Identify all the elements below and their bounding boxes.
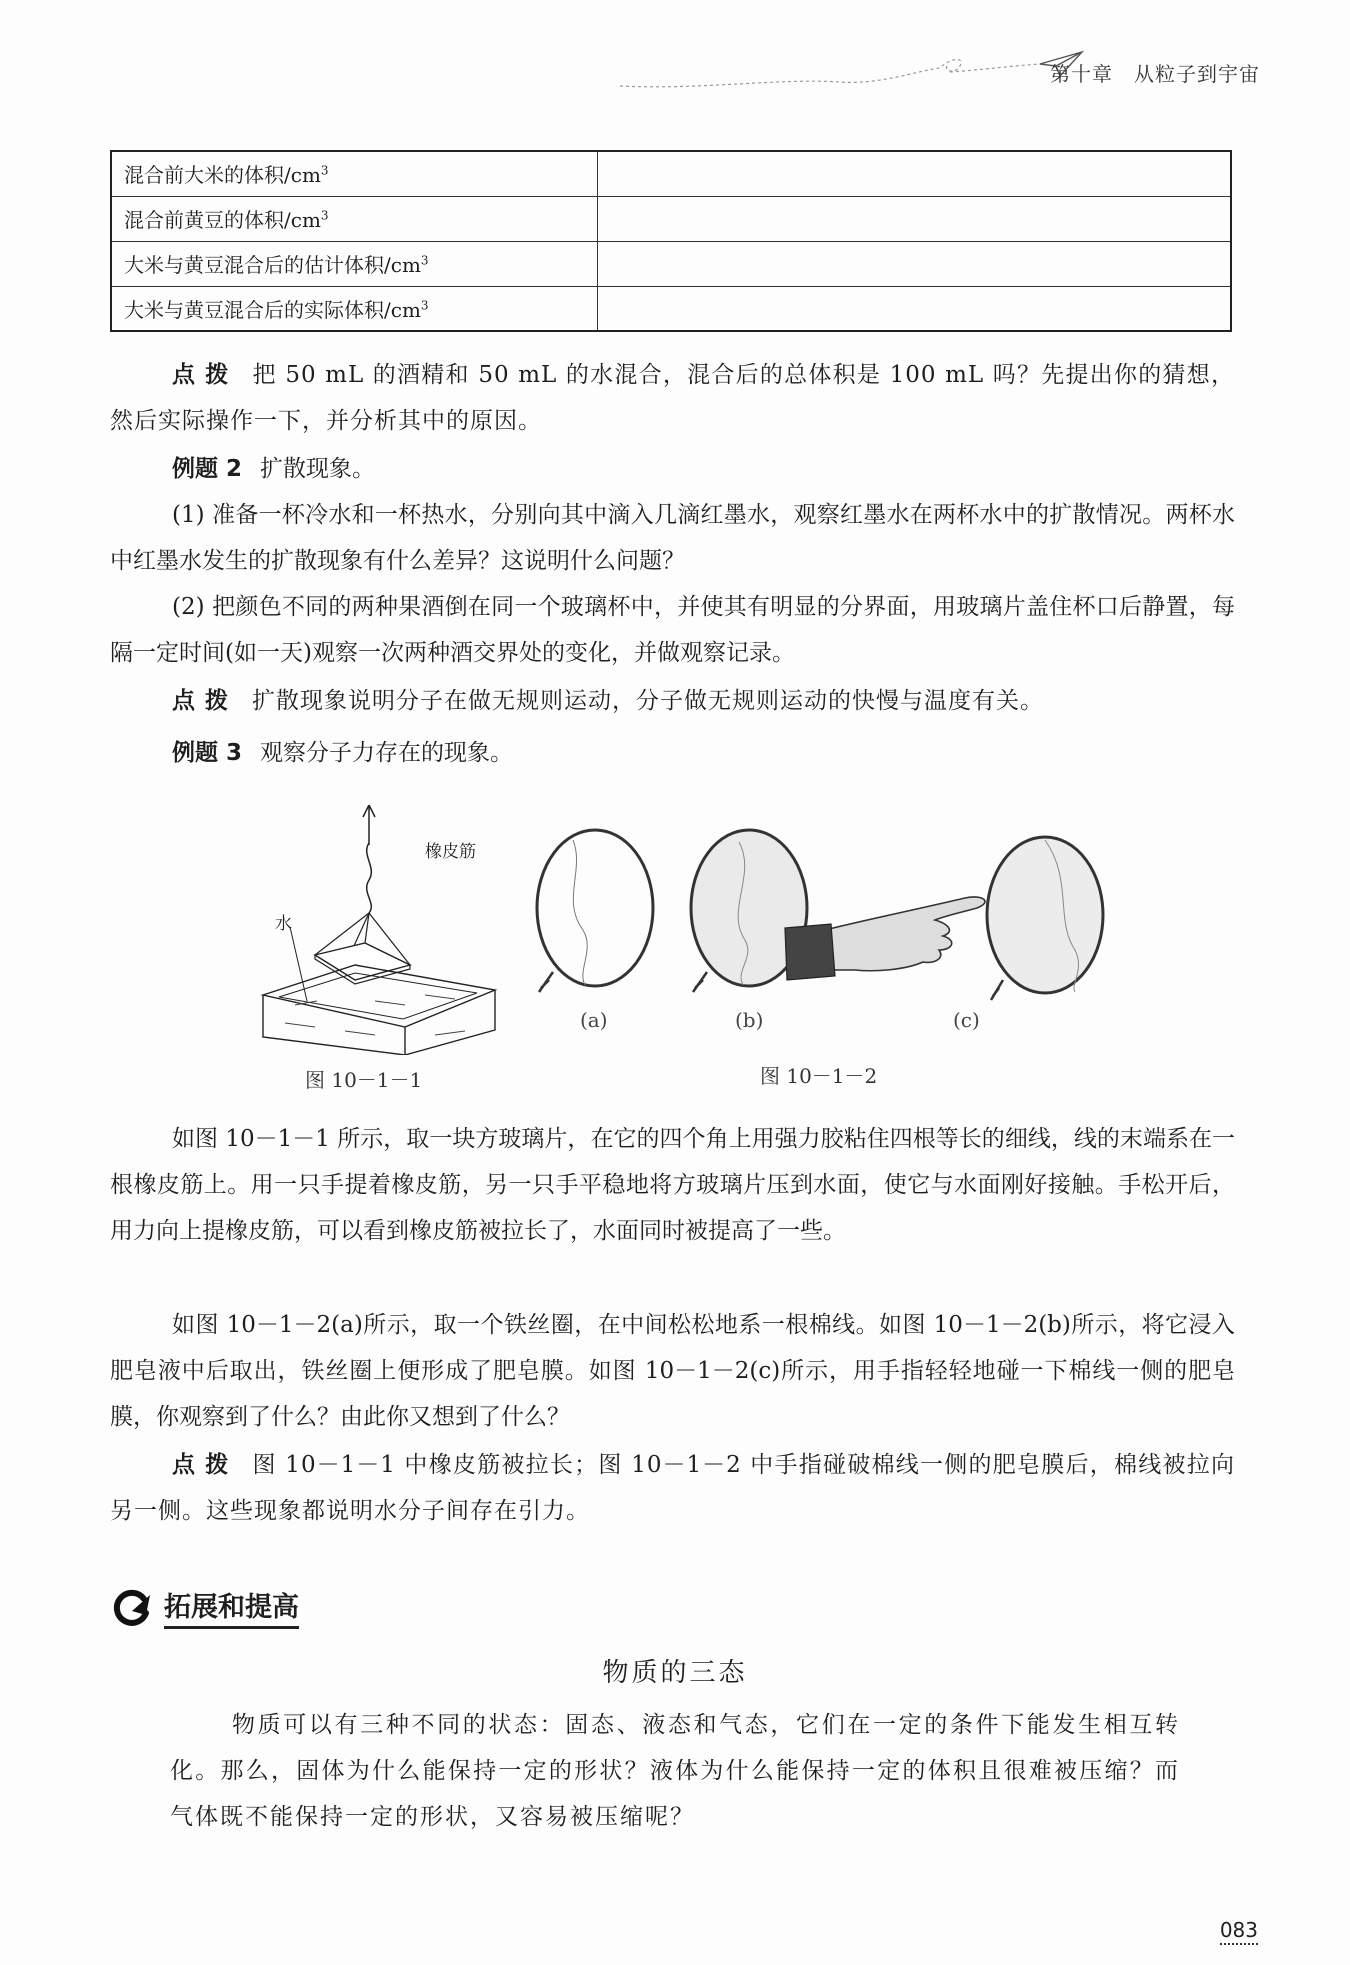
body-paragraph: 如图 10－1－2(a)所示，取一个铁丝圈，在中间松松地系一根棉线。如图 10－1－2(b)所示，将它浸入肥皂液中后取出，铁丝圈上便形成了肥皂膜。如图 10－1－2(c)所示，用手指轻轻地碰一下棉线一侧的肥皂膜，你观察到了什么？由此你又想到了什么？ <box>110 1312 1235 1430</box>
circular-arrow-icon <box>110 1585 154 1629</box>
example-paragraph: (2) 把颜色不同的两种果酒倒在同一个玻璃杯中，并使其有明显的分界面，用玻璃片盖住杯口后静置，每隔一定时间(如一天)观察一次两种酒交界处的变化，并做观察记录。 <box>110 594 1235 666</box>
example-paragraph: (1) 准备一杯冷水和一杯热水，分别向其中滴入几滴红墨水，观察红墨水在两杯水中的扩散情况。两杯水中红墨水发生的扩散现象有什么差异？这说明什么问题？ <box>110 502 1235 574</box>
example-label: 例题 2 <box>172 456 243 482</box>
table-cell-value <box>597 196 1231 241</box>
table-row <box>111 286 1231 331</box>
tip-label: 点拨 <box>172 688 238 714</box>
example-heading <box>110 730 1235 776</box>
table-cell-value <box>597 286 1231 331</box>
article-paragraph: 物质可以有三种不同的状态：固态、液态和气态，它们在一定的条件下能发生相互转化。那么，固体为什么能保持一定的形状？液体为什么能保持一定的体积且很难被压缩？而气体既不能保持一定的形状，又容易被压缩呢？ <box>170 1712 1180 1830</box>
tip-paragraph <box>110 678 1235 724</box>
figure-soap-film <box>525 820 1125 1050</box>
section-title: 拓展和提高 <box>164 1585 299 1629</box>
rubber-band-label: 橡皮筋 <box>425 842 476 862</box>
example-label: 例题 3 <box>172 740 243 766</box>
article-title: 物质的三态 <box>602 1658 748 1688</box>
table-cell-value <box>597 241 1231 286</box>
tip-text: 扩散现象说明分子在做无规则运动，分子做无规则运动的快慢与温度有关。 <box>252 688 1044 714</box>
subfigure-label-a: (a) <box>580 1008 608 1032</box>
table-cell-label: 混合前黄豆的体积$/cm^3$ <box>111 196 597 241</box>
table-cell-label: 混合前大米的体积$/cm^3$ <box>111 151 597 196</box>
page-header <box>620 48 1260 88</box>
tip-label: 点拨 <box>172 362 239 388</box>
tip-paragraph <box>110 352 1235 444</box>
tip-text: 把 50 mL 的酒精和 50 mL 的水混合，混合后的总体积是 100 mL 吗？先提出你的猜想，然后实际操作一下，并分析其中的原因。 <box>110 362 1236 434</box>
example-heading <box>110 446 1235 492</box>
volume-table <box>110 150 1232 332</box>
figure-caption: 图 10－1－2 <box>760 1064 878 1088</box>
wire-loop-illustration <box>525 820 1125 1050</box>
table-cell-label: 大米与黄豆混合后的实际体积$/cm^3$ <box>111 286 597 331</box>
example-title: 扩散现象。 <box>260 456 376 482</box>
figure-caption: 图 10－1－1 <box>305 1068 423 1092</box>
table-row <box>111 196 1231 241</box>
subfigure-label-b: (b) <box>735 1008 764 1032</box>
example-title: 观察分子力存在的现象。 <box>260 740 514 766</box>
subfigure-label-c: (c) <box>953 1008 980 1032</box>
chapter-title: 第十章 从粒子到宇宙 <box>1050 62 1260 86</box>
table-row <box>111 151 1231 196</box>
table-cell-value <box>597 151 1231 196</box>
tip-text: 图 10－1－1 中橡皮筋被拉长；图 10－1－2 中手指碰破棉线一侧的肥皂膜后，棉线被拉向另一侧。这些现象都说明水分子间存在引力。 <box>110 1452 1236 1524</box>
tip-label: 点拨 <box>172 1452 239 1478</box>
figure-glass-plate <box>255 805 505 1055</box>
tip-paragraph <box>110 1442 1235 1534</box>
page-number: 083 <box>1220 1918 1258 1945</box>
section-heading <box>110 1582 299 1632</box>
table-cell-label: 大米与黄豆混合后的估计体积$/cm^3$ <box>111 241 597 286</box>
body-paragraph: 如图 10－1－1 所示，取一块方玻璃片，在它的四个角上用强力胶粘住四根等长的细线，线的末端系在一根橡皮筋上。用一只手提着橡皮筋，另一只手平稳地将方玻璃片压到水面，使它与水面刚好接触。手松开后，用力向上提橡皮筋，可以看到橡皮筋被拉长了，水面同时被提高了一些。 <box>110 1126 1235 1244</box>
table-row <box>111 241 1231 286</box>
water-label: 水 <box>275 914 292 934</box>
